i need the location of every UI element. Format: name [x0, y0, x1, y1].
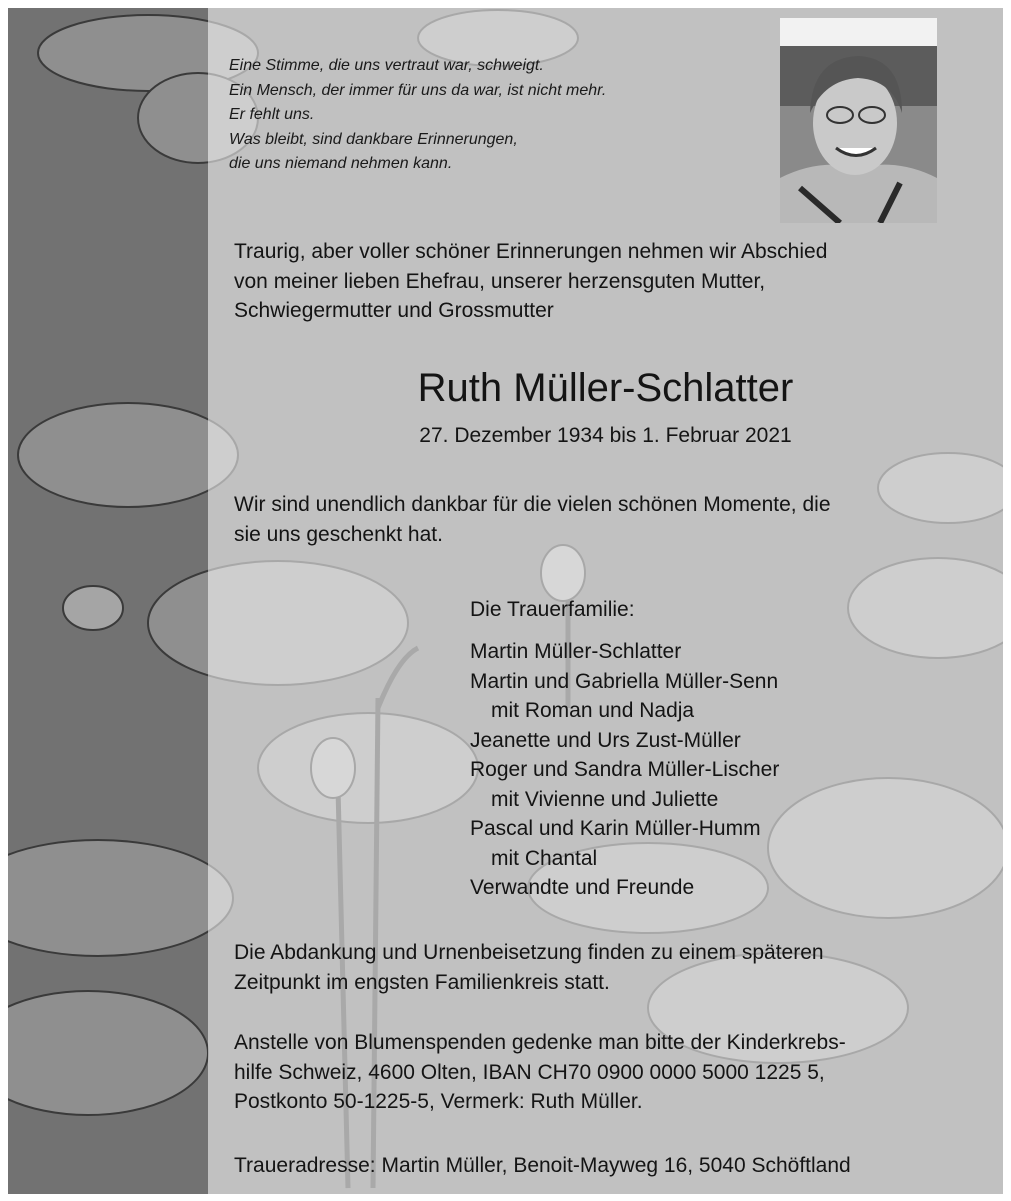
family-member: Jeanette und Urs Zust-Müller: [470, 728, 741, 752]
intro-line: Schwiegermutter und Grossmutter: [234, 299, 554, 322]
family-list: [470, 637, 779, 903]
donation-line: Anstelle von Blumenspenden gedenke man bitte der Kinderkrebs-: [234, 1031, 846, 1054]
thanks-line: sie uns geschenkt hat.: [234, 522, 443, 546]
poem-line: Er fehlt uns.: [229, 106, 315, 123]
family-heading: Die Trauerfamilie:: [470, 598, 635, 621]
family-member: Roger und Sandra Müller-Lischer: [470, 758, 780, 781]
life-dates: 27. Dezember 1934 bis 1. Februar 2021: [419, 424, 792, 447]
poem-line: Was bleibt, sind dankbare Erinnerungen,: [229, 130, 518, 148]
family-member: Pascal und Karin Müller-Humm: [470, 817, 761, 840]
ceremony-line: Zeitpunkt im engsten Familienkreis statt.: [234, 970, 610, 994]
intro-line: Traurig, aber voller schöner Erinnerungen nehmen wir Abschied: [234, 240, 828, 263]
poem-line: Eine Stimme, die uns vertraut war, schweigt.: [229, 57, 544, 74]
portrait-photo: [780, 18, 937, 223]
family-member: mit Vivienne und Juliette: [491, 787, 719, 811]
intro-text: [234, 237, 827, 326]
donation-line: Postkonto 50-1225-5, Vermerk: Ruth Müller.: [234, 1090, 643, 1113]
ceremony-line: Die Abdankung und Urnenbeisetzung finden zu einem späteren: [234, 941, 824, 964]
poem-line: Ein Mensch, der immer für uns da war, ist nicht mehr.: [229, 81, 607, 99]
intro-line: von meiner lieben Ehefrau, unserer herzensguten Mutter,: [234, 269, 766, 293]
family-member: Martin Müller-Schlatter: [470, 640, 682, 663]
donation-notice: [234, 1028, 846, 1117]
memorial-poem: [229, 54, 606, 177]
family-member: Martin und Gabriella Müller-Senn: [470, 669, 779, 693]
family-member: mit Roman und Nadja: [491, 699, 695, 722]
family-member: mit Chantal: [491, 846, 598, 870]
poem-line: die uns niemand nehmen kann.: [229, 155, 453, 172]
mourning-address: Traueradresse: Martin Müller, Benoit-Mayweg 16, 5040 Schöftland: [234, 1154, 851, 1177]
deceased-name: Ruth Müller-Schlatter: [417, 366, 794, 410]
ceremony-notice: [234, 938, 824, 997]
thanks-line: Wir sind unendlich dankbar für die vielen schönen Momente, die: [234, 493, 831, 516]
family-member: Verwandte und Freunde: [470, 876, 695, 899]
thanks-text: [234, 490, 831, 549]
donation-line: hilfe Schweiz, 4600 Olten, IBAN CH70 0900 0000 5000 1225 5,: [234, 1060, 825, 1084]
